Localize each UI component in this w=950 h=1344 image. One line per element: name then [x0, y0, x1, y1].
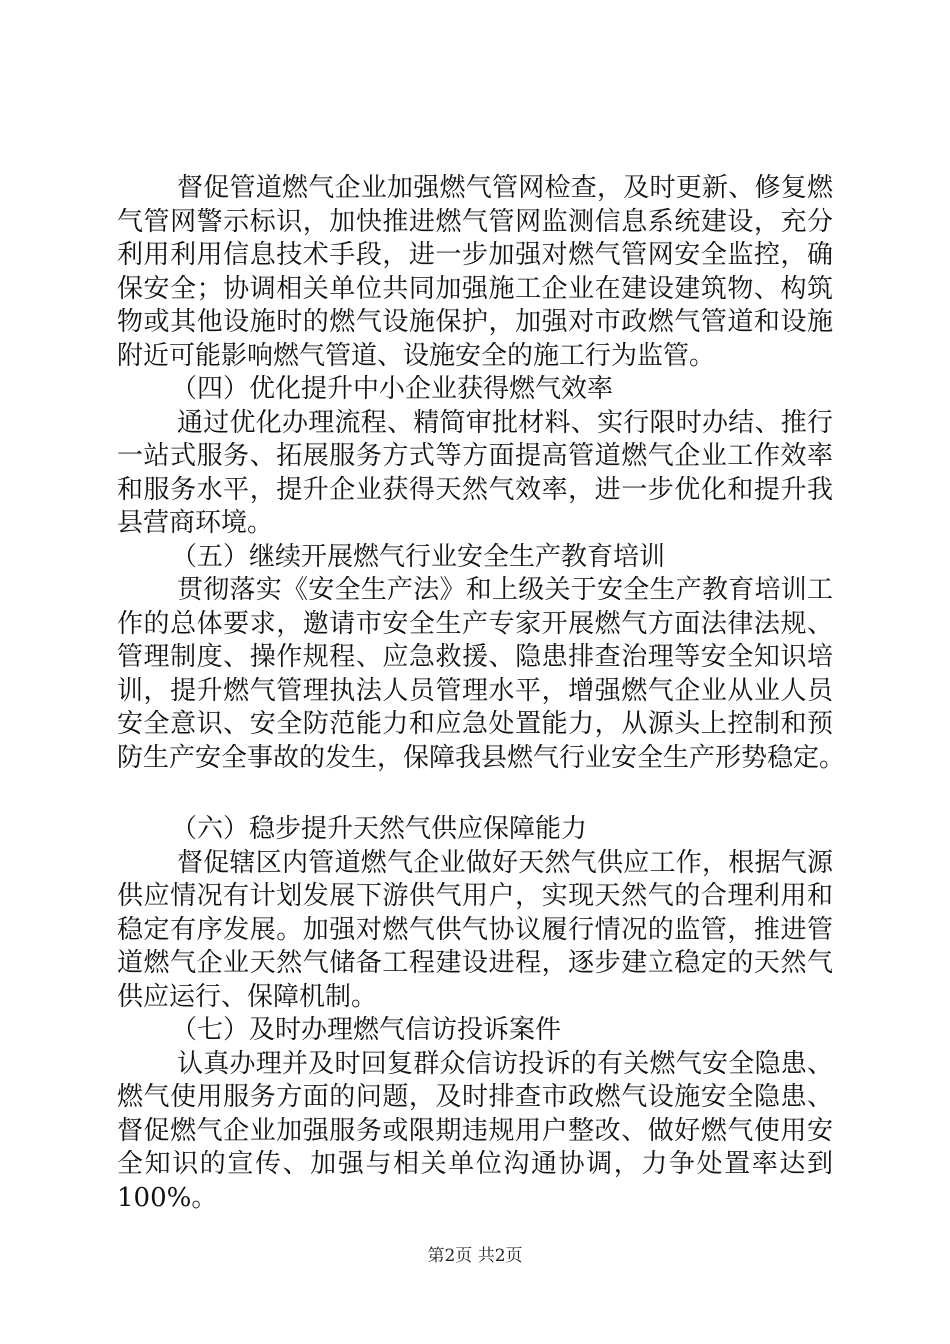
text-line: 燃气使用服务方面的问题，及时排查市政燃气设施安全隐患、: [117, 1082, 833, 1112]
text-line: 100%。: [117, 1182, 218, 1213]
page-footer: 第2页 共2页: [427, 1246, 523, 1266]
text-line: 贯彻落实《安全生产法》和上级关于安全生产教育培训工: [177, 575, 833, 605]
text-line: 稳定有序发展。加强对燃气供气协议履行情况的监管，推进管: [117, 914, 833, 945]
text-line: 作的总体要求，邀请市安全生产专家开展燃气方面法律法规、: [117, 608, 833, 639]
text-line: 督促管道燃气企业加强燃气管网检查，及时更新、修复燃: [177, 173, 833, 203]
text-line: 管理制度、操作规程、应急救援、隐患排查治理等安全知识培: [117, 642, 833, 672]
text-line: 供应运行、保障机制。: [117, 981, 378, 1012]
text-line: 县营商环境。: [117, 508, 274, 538]
section-heading: （六）稳步提升天然气供应保障能力: [171, 814, 588, 844]
document-body: [117, 172, 846, 1215]
text-line: 道燃气企业天然气储备工程建设进程，逐步建立稳定的天然气: [117, 948, 833, 978]
text-line: 认真办理并及时回复群众信访投诉的有关燃气安全隐患、: [177, 1048, 833, 1079]
text-line: 供应情况有计划发展下游供气用户，实现天然气的合理利用和: [117, 881, 833, 911]
text-line: 保安全；协调相关单位共同加强施工企业在建设建筑物、构筑: [117, 273, 833, 304]
text-line: 物或其他设施时的燃气设施保护，加强对市政燃气管道和设施: [117, 307, 833, 337]
text-line: 一站式服务、拓展服务方式等方面提高管道燃气企业工作效率: [117, 441, 833, 471]
text-line: 全知识的宣传、加强与相关单位沟通协调，力争处置率达到: [117, 1149, 833, 1179]
section-heading: （七）及时办理燃气信访投诉案件: [171, 1015, 562, 1045]
text-line: 安全意识、安全防范能力和应急处置能力，从源头上控制和预: [117, 709, 833, 739]
paragraph-spacer: [117, 775, 833, 813]
text-line: 利用利用信息技术手段，进一步加强对燃气管网安全监控，确: [117, 240, 833, 270]
text-line: 和服务水平，提升企业获得天然气效率，进一步优化和提升我: [117, 474, 833, 505]
text-line: 防生产安全事故的发生，保障我县燃气行业安全生产形势稳定。: [117, 742, 846, 773]
text-line: 督促燃气企业加强服务或限期违规用户整改、做好燃气使用安: [117, 1115, 833, 1146]
text-line: 气管网警示标识，加快推进燃气管网监测信息系统建设，充分: [117, 206, 833, 237]
section-heading: （五）继续开展燃气行业安全生产教育培训: [171, 541, 666, 572]
text-line: 通过优化办理流程、精简审批材料、实行限时办结、推行: [177, 407, 833, 438]
text-line: 训，提升燃气管理执法人员管理水平，增强燃气企业从业人员: [117, 675, 833, 706]
text-line: 附近可能影响燃气管道、设施安全的施工行为监管。: [117, 340, 716, 371]
section-heading: （四）优化提升中小企业获得燃气效率: [171, 374, 614, 404]
text-line: 督促辖区内管道燃气企业做好天然气供应工作，根据气源: [177, 847, 833, 878]
